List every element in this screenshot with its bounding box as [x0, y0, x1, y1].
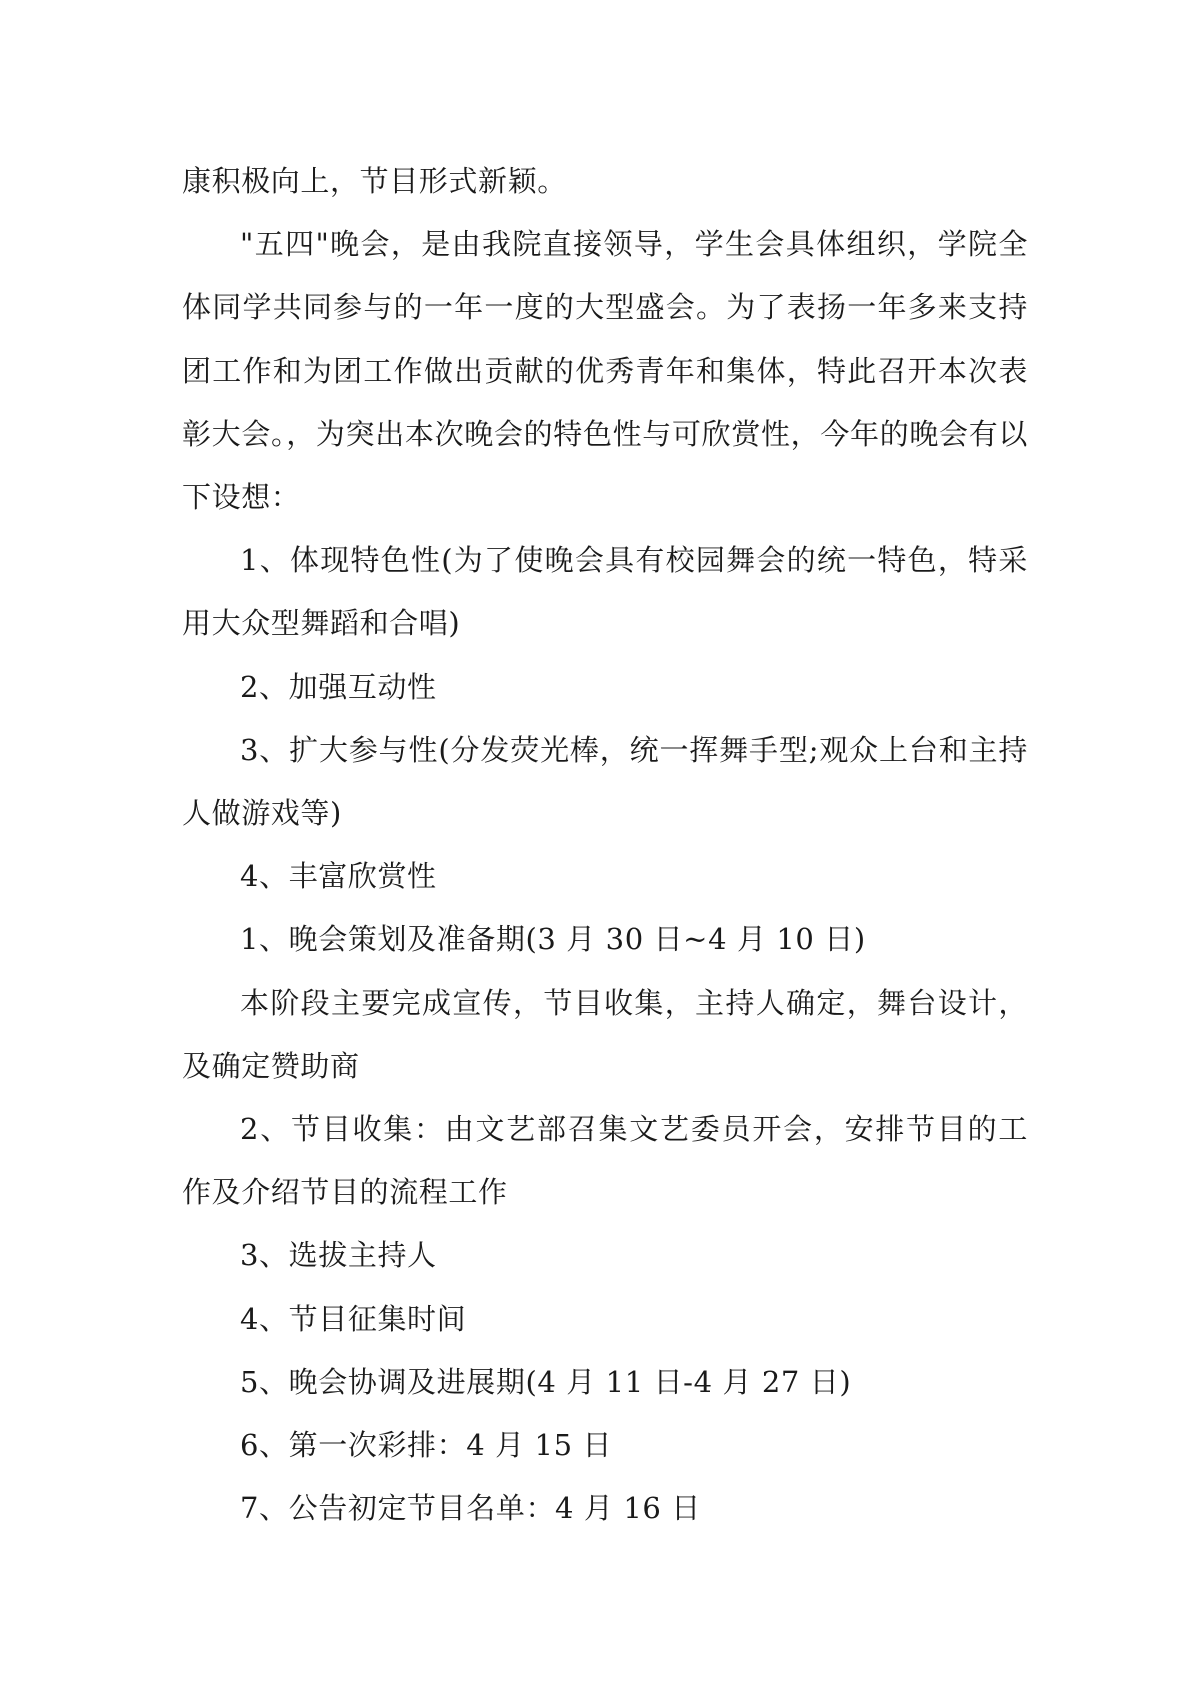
paragraph-6: 4、丰富欣赏性: [240, 859, 437, 894]
paragraph-13: 6、第一次彩排：4 月 15 日: [240, 1428, 613, 1463]
paragraph-14: 7、公告初定节目名单：4 月 16 日: [240, 1491, 701, 1526]
paragraph-5: 3、扩大参与性(分发荧光棒，统一挥舞手型;观众上台和主持人做游戏等): [182, 732, 1028, 831]
paragraph-4: 2、加强互动性: [240, 669, 437, 704]
document-body: [182, 150, 1028, 1540]
paragraph-12: 5、晚会协调及进展期(4 月 11 日-4 月 27 日): [240, 1364, 852, 1399]
paragraph-10: 3、选拔主持人: [240, 1238, 437, 1273]
paragraph-2: "五四"晚会，是由我院直接领导，学生会具体组织，学院全体同学共同参与的一年一度的大型盛会。为了表扬一年多来支持团工作和为团工作做出贡献的优秀青年和集体，特此召开本次表彰大会。，为突出本次晚会的特色性与可欣赏性，今年的晚会有以下设想：: [182, 227, 1028, 515]
paragraph-8: 本阶段主要完成宣传，节目收集，主持人确定，舞台设计，及确定赞助商: [182, 985, 1028, 1083]
paragraph-11: 4、节目征集时间: [240, 1301, 467, 1336]
paragraph-1: 康积极向上，节目形式新颖。: [182, 164, 567, 198]
paragraph-3: 1、体现特色性(为了使晚会具有校园舞会的统一特色，特采用大众型舞蹈和合唱): [182, 543, 1028, 641]
paragraph-7: 1、晚会策划及准备期(3 月 30 日~4 月 10 日): [240, 922, 866, 957]
paragraph-9: 2、节目收集：由文艺部召集文艺委员开会，安排节目的工作及介绍节目的流程工作: [182, 1112, 1028, 1210]
